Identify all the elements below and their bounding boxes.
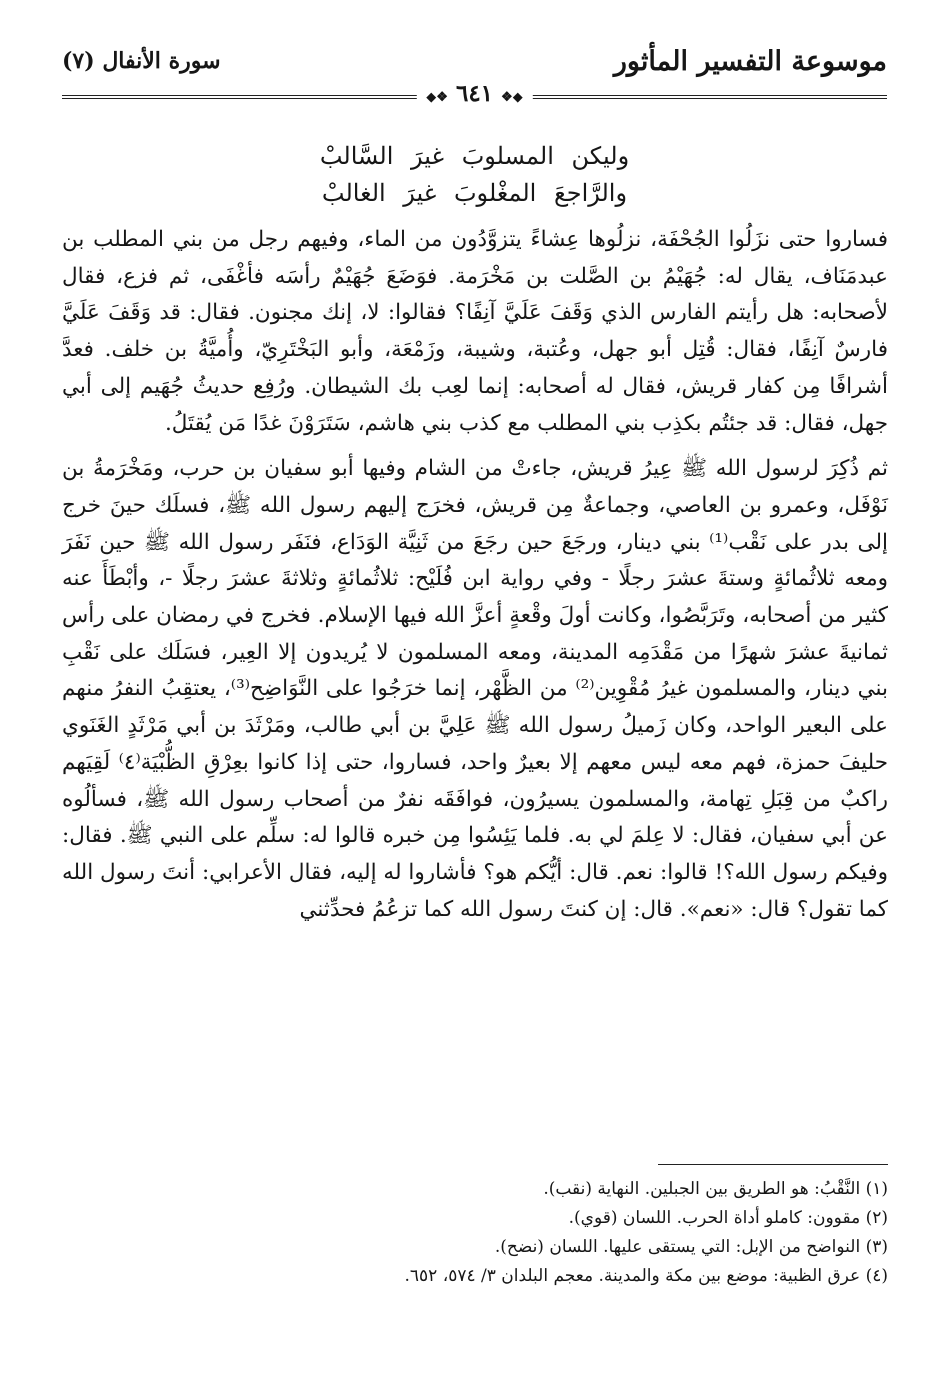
paragraph: ثم ذُكِرَ لرسول الله ﷺ عِيرُ قريش، جاءتْ من الشام وفيها أبو سفيان بن حرب، ومَخْرَمةُ بن نَوْفَل، وعمرو بن العاصي، وجماعةٌ مِن قريش، فخرَج إليهم رسول الله ﷺ، فسلَك حينَ خرج إلى بدر على نَقْب⁽¹⁾ بني دينار، ورجَعَ حين رجَعَ من ثَنِيَّة الوَدَاع، فنَفَر رسول الله ﷺ حين نَفَرَ ومعه ثلاثُمائةٍ وستةَ عشرَ رجلًا - وفي رواية ابن فُلَيْح: ثلاثُمائةٍ وثلاثةَ عشرَ رجلًا -، وأبْطَأَ عنه كثير من أصحابه، وتَرَبَّصُوا، وكانت أولَ وقْعةٍ أعزَّ الله فيها الإسلام. فخرج في رمضان على رأس ثمانيةَ عشرَ شهرًا من مَقْدَمِه المدينة، ومعه المسلمون لا يُريدون إلا العِير، فسَلَك على نَقْبِ بني دينار، والمسلمون غيرُ مُقْوِين⁽²⁾ من الظَّهْر، إنما خرَجُوا على النَّوَاضِح⁽³⁾، يعتقِبُ النفرُ منهم على البعير الواحد، وكان زَميلُ رسول الله ﷺ عَلِيَّ بن أبي طالب، ومَرْثَدَ بن أبي مَرْثَدٍ الغَنَوي حليفَ حمزة، فهم معه ليس معهم إلا بعيرٌ واحد، فساروا، حتى إذا كانوا بعِرْقِ الظُّبْيَة⁽٤⁾ لَقِيَهم راكبٌ من قِبَلِ تِهامة، والمسلمون يسيرُون، فوافَقَه نفرٌ من أصحاب رسول الله ﷺ، فسألُوه عن أبي سفيان، فقال: لا عِلمَ لي به. فلما يَئِسُوا مِن خبره قالوا له: سلِّم على النبي ﷺ. فقال: وفيكم رسول الله؟! قالوا: نعم. قال: أيُّكم هو؟ فأشاروا له إليه، فقال الأعرابي: أنتَ رسول الله كما تقول؟ قال: «نعم». قال: إن كنتَ رسول الله كما تزعُمُ فحدِّثني xyxy=(62,456,889,922)
footnote-rule xyxy=(658,1164,888,1165)
ornament-icon: ❖◆ xyxy=(426,90,448,105)
footnotes xyxy=(62,1164,888,1291)
footnote: (٢) مقوون: كاملو أداة الحرب. اللسان (قوي). xyxy=(568,1208,888,1228)
book-title: موسوعة التفسير المأثور xyxy=(613,46,887,77)
footnote: (٣) النواضح من الإبل: التي يستقى عليها. اللسان (نضح). xyxy=(494,1237,888,1257)
footnote: (١) النَّقْبُ: هو الطريق بين الجبلين. النهاية (نقب). xyxy=(543,1179,888,1199)
page-header xyxy=(62,44,887,108)
poem-line: وليكن المسلوبَ غيرَ السَّالبْ xyxy=(319,142,630,170)
page-number-box xyxy=(416,80,532,107)
sura-label: سورة الأنفال (٧) xyxy=(62,48,221,74)
footnote: (٤) عرق الظبية: موضع بين مكة والمدينة. معجم البلدان ٣/ ٥٧٤، ٦٥٢. xyxy=(404,1266,888,1286)
page-number: ٦٤١ xyxy=(455,80,494,107)
ornament-icon: ◆❖ xyxy=(501,90,523,105)
main-text xyxy=(62,222,888,928)
poem xyxy=(62,138,887,212)
poem-line: والرَّاجعَ المغْلوبَ غيرَ الغالبْ xyxy=(321,179,628,207)
paragraph: فساروا حتى نزَلُوا الجُحْفَة، نزلُوها عِشاءً يتزوَّدُون من الماء، وفيهم رجل من بني المطلب بن عبدمَنَاف، يقال له: جُهَيْمُ بن الصَّلت بن مَخْرَمة. فوَضَعَ جُهَيْمٌ رأسَه فأغْفَى، ثم فزع، فقال لأصحابه: هل رأيتم الفارس الذي وَقَفَ عَلَيَّ آنِفًا؟ فقالوا: لا، إنك مجنون. فقال: قد وَقَفَ عَلَيَّ فارسٌ آنِفًا، فقال: قُتِل أبو جهل، وعُتبة، وشيبة، وزَمْعَة، وأبو البَخْتَرِيّ، وأُميَّةُ بن خلف. فعدَّ أشرافًا مِن كفار قريش، فقال له أصحابه: إنما لعِب بك الشيطان. ورُفِع حديثُ جُهَيم إلى أبي جهل، فقال: قد جئتُم بكذِب بني المطلب مع كذب بني هاشم، سَتَرَوْنَ غدًا مَن يُقتَلُ. xyxy=(62,227,888,436)
